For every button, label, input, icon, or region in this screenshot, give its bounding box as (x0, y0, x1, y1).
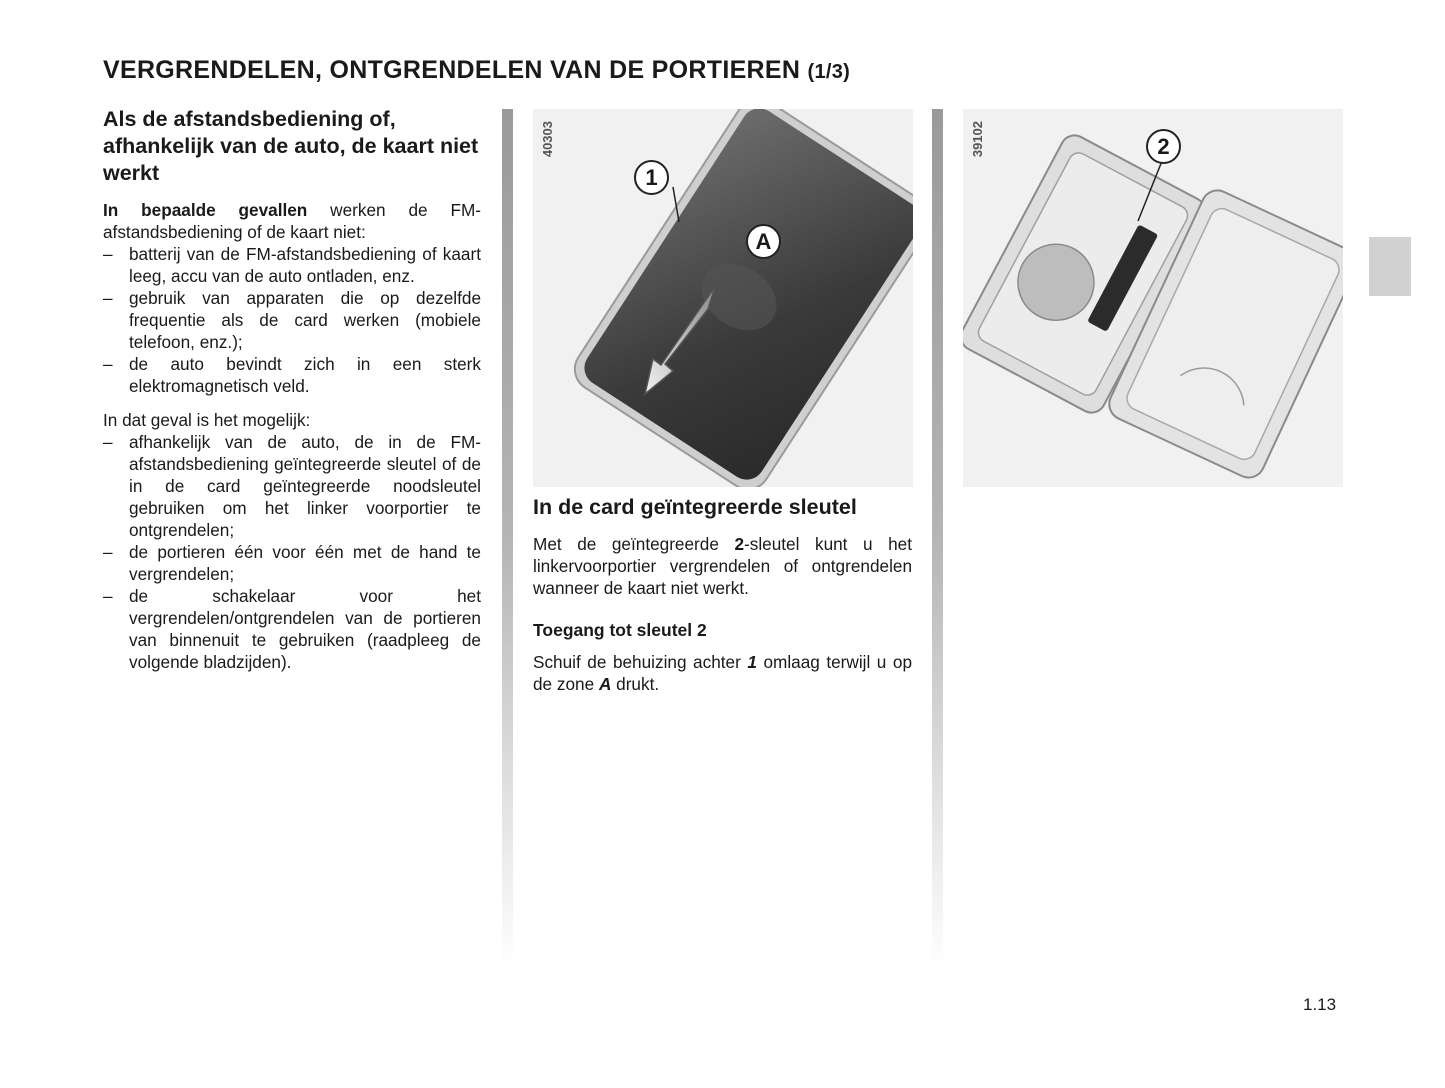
intro-paragraph (103, 199, 481, 243)
page-number: 1.13 (1303, 995, 1337, 1014)
intro-rest: werken de FM-afstandsbediening of de kaart niet: (103, 200, 481, 242)
opened-card-illustration (963, 109, 1343, 487)
text-run: omlaag terwijl u op de zone (533, 652, 913, 694)
left-column (103, 106, 481, 673)
section-heading: Als de afstandsbediening of, afhankelijk van de auto, de kaart niet werkt (103, 107, 479, 185)
key-card-illustration (533, 109, 913, 487)
list-item: – gebruik van apparaten die op dezelfde frequentie als de card werken (mobiele telefoon, enz.); (103, 287, 481, 353)
list-item: – afhankelijk van de auto, de in de FM-afstandsbediening geïntegreerde sleutel of de in de card geïntegreerde noodsleutel gebruiken om het linker voorportier te ontgrendelen; (103, 431, 481, 541)
intro-bold: In bepaalde gevallen (103, 200, 308, 220)
access-paragraph (533, 651, 912, 695)
list-item: – de portieren één voor één met de hand te vergrendelen; (103, 541, 481, 585)
chapter-tab (1369, 237, 1411, 296)
figure-code: 39102 (970, 121, 985, 158)
text-run: drukt. (611, 674, 660, 694)
list-item: – de schakelaar voor het vergrendelen/ontgrendelen van de portieren van binnenuit te gebruiken (raadpleeg de volgende bladzijden). (103, 585, 481, 673)
possible-intro: In dat geval is het mogelijk: (103, 410, 311, 430)
possibilities-list (103, 431, 481, 673)
subheading: Toegang tot sleutel 2 (533, 620, 707, 640)
causes-list (103, 243, 481, 397)
key-number: 2 (734, 534, 745, 554)
opened-card-figure (963, 109, 1343, 487)
text-run: -sleutel kunt u het linkervoorportier vergrendelen of ontgrendelen wanneer de kaart niet werkt. (533, 534, 913, 598)
key-card-figure (533, 109, 913, 487)
text-run: Met de geïntegreerde (533, 534, 735, 554)
middle-column (533, 494, 912, 695)
key-paragraph (533, 533, 912, 599)
list-item: – de auto bevindt zich in een sterk elektromagnetisch veld. (103, 353, 481, 397)
ref-a: A (598, 674, 612, 694)
figure-code: 40303 (540, 121, 555, 158)
ref-1: 1 (747, 652, 757, 672)
text-run: Schuif de behuizing achter (533, 652, 748, 672)
page-title (103, 56, 850, 85)
callout-2: 2 (1146, 129, 1181, 164)
column-divider (932, 109, 943, 969)
column-divider (502, 109, 513, 969)
title-part: (1/3) (807, 61, 851, 83)
callout-1: 1 (634, 160, 669, 195)
title-text: VERGRENDELEN, ONTGRENDELEN VAN DE PORTIEREN (103, 56, 801, 84)
section-heading: In de card geïntegreerde sleutel (533, 495, 857, 519)
list-item: – batterij van de FM-afstandsbediening of kaart leeg, accu van de auto ontladen, enz. (103, 243, 481, 287)
callout-a: A (746, 224, 781, 259)
